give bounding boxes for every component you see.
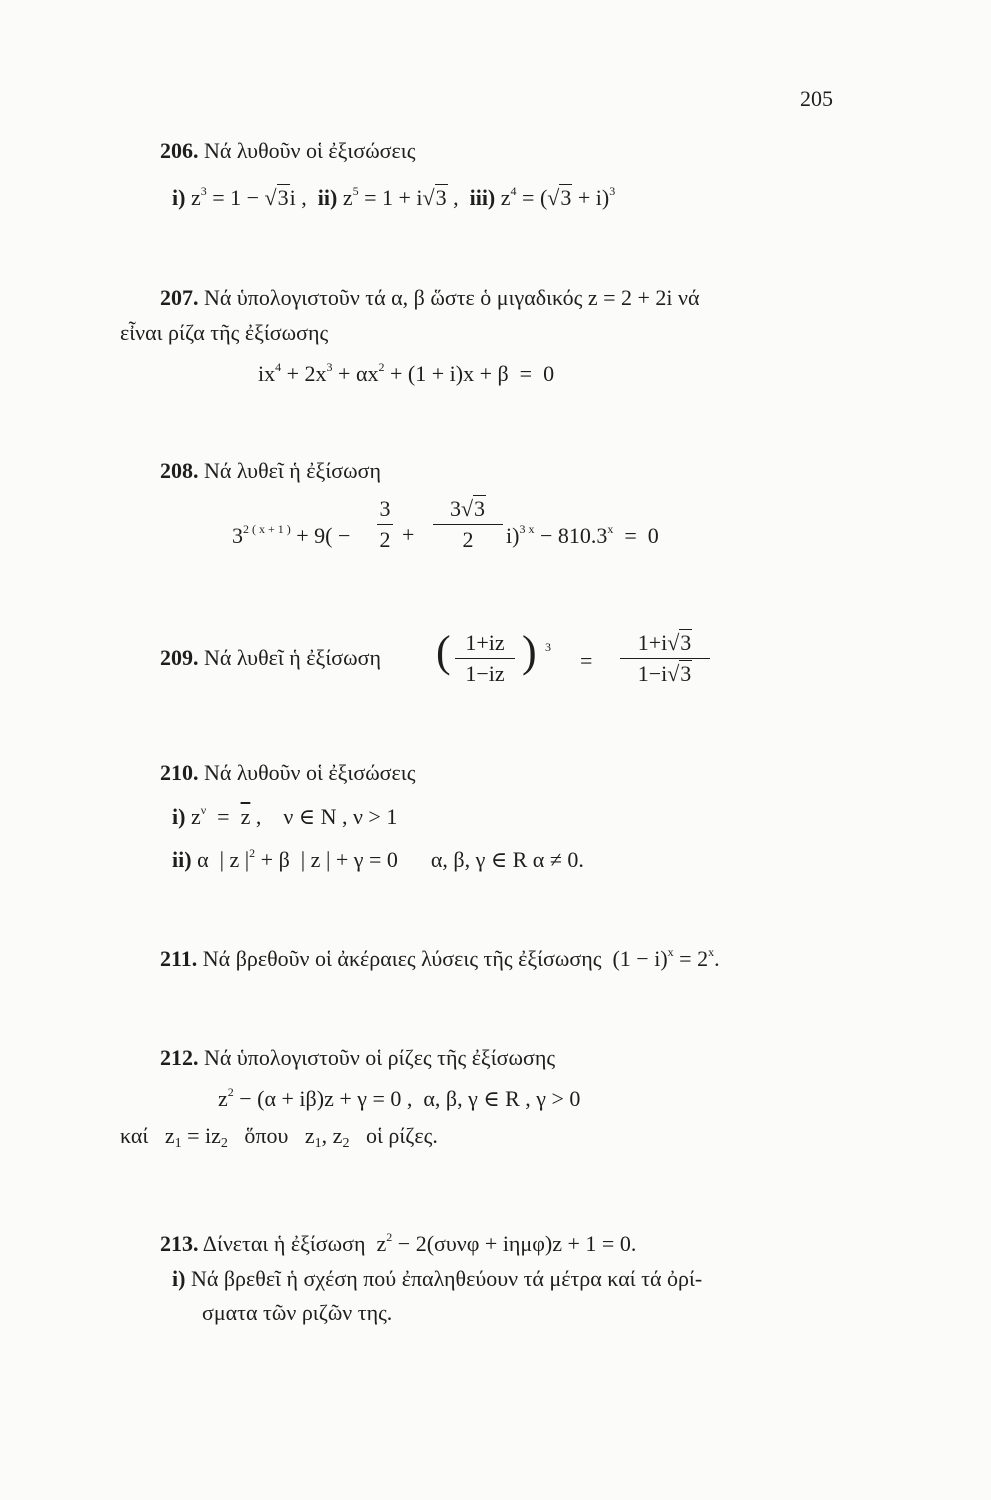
problem-207-line1 (160, 285, 700, 311)
problem-number: 211. (160, 946, 198, 971)
problem-title: Νά λυθοῦν οἱ ἐξισώσεις (204, 138, 416, 163)
problem-210-item-ii: ii) α | z $|^2 + \beta$ | z | + γ = 0 α, β, γ ∈ R α ≠ 0. (172, 846, 584, 872)
problem-title: Νά λυθεῖ ἡ ἐξίσωση (204, 458, 381, 483)
problem-number: 210. (160, 760, 199, 785)
problem-206-equations: i) $z^3 = 1 - √3i$ , ii) $z^5 = 1 + i√3$ , iii) $z^4 = (√3 + i)^3$ (172, 184, 616, 210)
item-label: ii) (172, 847, 192, 872)
problem-text: Νά ὑπολογιστοῦν τά α, β ὥστε ὁ μιγαδικός z = 2 + 2i νά (204, 285, 700, 310)
problem-212-line3: καί $z_1 = iz_2$ ὅπου $z_1$, $z_2$ οἱ ρίζες. (120, 1123, 438, 1151)
condition-text: α, β, γ ∈ R , γ > 0 (423, 1086, 581, 1111)
item-label: i) (172, 804, 186, 829)
problem-211: 211. Νά βρεθοῦν οἱ ἀκέραιες λύσεις τῆς ἐξίσωσης $(1 - i)^x = 2^x$. (160, 945, 720, 971)
problem-text: Δίνεται ἡ ἐξίσωση (202, 1231, 366, 1256)
problem-number: 207. (160, 285, 199, 310)
problem-text: Νά βρεθοῦν οἱ ἀκέραιες λύσεις τῆς ἐξίσωσης (202, 946, 602, 971)
problem-207-line2: εἶναι ρίζα τῆς ἐξίσωσης (120, 320, 329, 345)
problem-210-item-i: i) $z^\nu = \overline{z}$ , ν ∈ N , ν > 1 (172, 803, 398, 829)
problem-208-heading (160, 458, 381, 484)
problem-number: 213. (160, 1231, 199, 1256)
problem-title: Νά λυθεῖ ἡ ἐξίσωση (204, 645, 381, 670)
item-label: iii) (469, 185, 496, 210)
problem-210-heading (160, 760, 415, 786)
problem-213-heading: 213. Δίνεται ἡ ἐξίσωση $z^2 - 2(\sigma\upsilon\nu\varphi + i\eta\mu\varphi)z + 1 = 0$. (160, 1230, 637, 1256)
problem-title: Νά ὑπολογιστοῦν οἱ ρίζες τῆς ἐξίσωσης (204, 1045, 556, 1070)
problem-212-heading (160, 1045, 555, 1071)
page-number: 205 (800, 86, 833, 111)
item-label: ii) (317, 185, 338, 210)
item-label: i) (172, 185, 186, 210)
text-kai: καί (120, 1123, 149, 1148)
problem-number: 206. (160, 138, 199, 163)
problem-213-line3: σματα τῶν ριζῶν της. (202, 1300, 393, 1325)
problem-number: 208. (160, 458, 199, 483)
problem-206-heading (160, 138, 415, 164)
text-rizes: οἱ ρίζες. (365, 1123, 438, 1148)
condition-text: ν ∈ N , ν > 1 (283, 804, 398, 829)
problem-text: Νά βρεθεῖ ἡ σχέση πού ἐπαληθεύουν τά μέτρα καί τά ὀρί- (190, 1266, 703, 1291)
problem-title: Νά λυθοῦν οἱ ἐξισώσεις (204, 760, 416, 785)
text-opou: ὅπου (244, 1123, 289, 1148)
problem-212-equation: $z^2 - (\alpha + i\beta)z + \gamma = 0$ , α, β, γ ∈ R , γ > 0 (218, 1085, 581, 1111)
problem-207-equation: $ix^4 + 2x^3 + \alpha x^2 + (1 + i)x + \beta = 0$ (258, 360, 555, 386)
condition-text: α, β, γ ∈ R α ≠ 0. (430, 847, 584, 872)
problem-number: 209. (160, 645, 199, 670)
problem-209-heading (160, 645, 381, 671)
item-label: i) (172, 1266, 186, 1291)
problem-number: 212. (160, 1045, 199, 1070)
problem-213-item-i (172, 1266, 702, 1292)
